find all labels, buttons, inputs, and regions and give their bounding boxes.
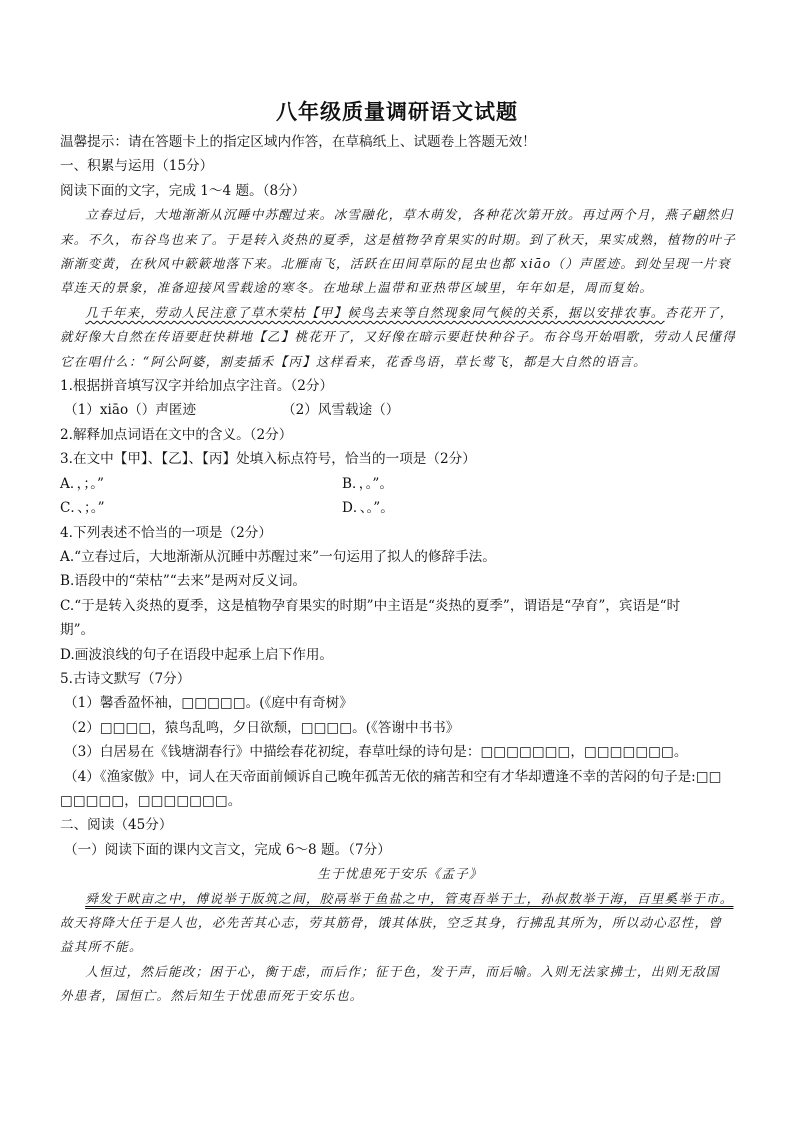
option-c: C．、；。” (60, 500, 105, 517)
question-3-options-row2 (60, 496, 740, 520)
double-underlined-sentence: 舜发于畎亩之中，傅说举于版筑之间，胶鬲举于鱼盐之中，管夷吾举于士，孙叔敖举于海，百里奚举于市。 (85, 890, 734, 906)
question-1: 1.根据拼音填写汉字并给加点字注音。（2分） (60, 378, 334, 395)
section1-heading: 一、积累与运用（15分） (60, 158, 214, 175)
option-a: A．，；。” (60, 475, 104, 492)
question-3-options-row1 (60, 472, 740, 496)
question-4: 4.下列表述不恰当的一项是（2分） (60, 524, 272, 541)
question-5-4-line1: （4）《渔家傲》中，词人在天帝面前倾诉自己晚年孤苦无依的痛苦和空有才华却遭逢不幸的苦闷的句子是:□□ (64, 768, 722, 785)
page-title: 八年级质量调研语文试题 (276, 99, 518, 124)
exam-content (60, 130, 740, 1009)
section2-heading: 二、阅读（45分） (60, 817, 173, 834)
reading-paragraph-1: 立春过后，大地渐渐从沉睡中苏醒过来。冰雪融化，草木萌发，各种花次第开放。再过两个月，燕子翩然归来。不久，布谷鸟也来了。于是转入炎热的夏季，这是植物孕育果实的时期。到了秋天，果实成熟，植物的叶子渐渐变黄，在秋风中簌簌地落下来。北雁南飞，活跃在田间草际的昆虫也都 xiāo（）声匿迹。到处呈现一片衰草连天的景象，准备迎接风雪载途的寒冬。在地球上温带和亚热带区域里，年年如是，周而复始。 (60, 207, 736, 296)
question-3: 3.在文中【甲】、【乙】、【丙】处填入标点符号，恰当的一项是（2分） (60, 451, 476, 468)
option-b: B．，。”。 (342, 475, 393, 492)
question-4-option-a: A.“立春过后，大地渐渐从沉睡中苏醒过来”一句运用了拟人的修辞手法。 (60, 548, 496, 565)
question-1b: （2）风雪载途（） (282, 402, 400, 419)
section1-intro: 阅读下面的文字，完成 1～4 题。（8分） (60, 182, 306, 199)
question-1-items (60, 398, 740, 422)
question-5-4-line2: □□□□□，□□□□□□□。 (60, 792, 242, 809)
passage-line-3: 益其所不能。 (60, 939, 143, 955)
passage-line-2: 故天将降大任于是人也，必先苦其心志，劳其筋骨，饿其体肤，空乏其身，行拂乱其所为，所以动心忍性，曾 (60, 915, 723, 930)
wavy-underlined-sentence: 几千年来，劳动人民注意了草木荣枯【甲】候鸟去来等自然现象同气候的关系，据以安排农事。 (85, 304, 665, 320)
question-4-option-b: B.语段中的“荣枯”“去来”是两对反义词。 (60, 573, 307, 590)
passage-line-5: 外患者，国恒亡。然后知生于忧患而死于安乐也。 (60, 988, 364, 1004)
option-d: D．、。”。 (342, 500, 394, 517)
question-1a: （1）xiāo（）声匿迹 (64, 402, 197, 419)
passage-title: 生于忧患死于安乐《孟子》 (317, 866, 483, 882)
passage-line-4: 人恒过，然后能改；困于心，衡于虑，而后作；征于色，发于声，而后喻。入则无法家拂士，出则无敌国 (85, 963, 720, 979)
question-5: 5.古诗文默写（7分） (60, 670, 191, 687)
notice-text: 温馨提示：请在答题卡上的指定区域内作答，在草稿纸上、试题卷上答题无效！ (60, 134, 536, 150)
question-5-2: （2）□□□□，猿鸟乱鸣，夕日欲颓，□□□□。(《答谢中书书》 (64, 719, 460, 736)
reading-paragraph-2-rest: 杏花开了，就好像大自然在传语要赶快耕地【乙】桃花开了，又好像在暗示要赶快种谷子。布谷鸟开始唱歌，劳动人民懂得它在唱什么：“阿公阿婆，割麦插禾【丙】这样看来，花香鸟语，草长莺飞，都是大自然的语言。 (60, 304, 736, 369)
reading-paragraph-2 (60, 301, 740, 374)
question-4-option-d: D.画波浪线的句子在语段中起承上启下作用。 (60, 646, 334, 663)
section2-intro: （一）阅读下面的课内文言文，完成 6～8 题。（7分） (64, 841, 391, 858)
question-2: 2.解释加点词语在文中的含义。（2分） (60, 426, 293, 443)
question-4-option-c-line2: 期”。 (60, 622, 95, 639)
question-5-1: （1）馨香盈怀袖，□□□□□。(《庭中有奇树》 (64, 695, 353, 712)
passage-line-1 (60, 887, 740, 911)
question-4-option-c-line1: C.“于是转入炎热的夏季，这是植物孕育果实的时期”中主语是“炎热的夏季”，谓语是“孕育”，宾语是“时 (60, 597, 681, 614)
question-5-3: （3）白居易在《钱塘湖春行》中描绘春花初绽，春草吐绿的诗句是：□□□□□□□，□□□□□□□。 (64, 744, 688, 761)
